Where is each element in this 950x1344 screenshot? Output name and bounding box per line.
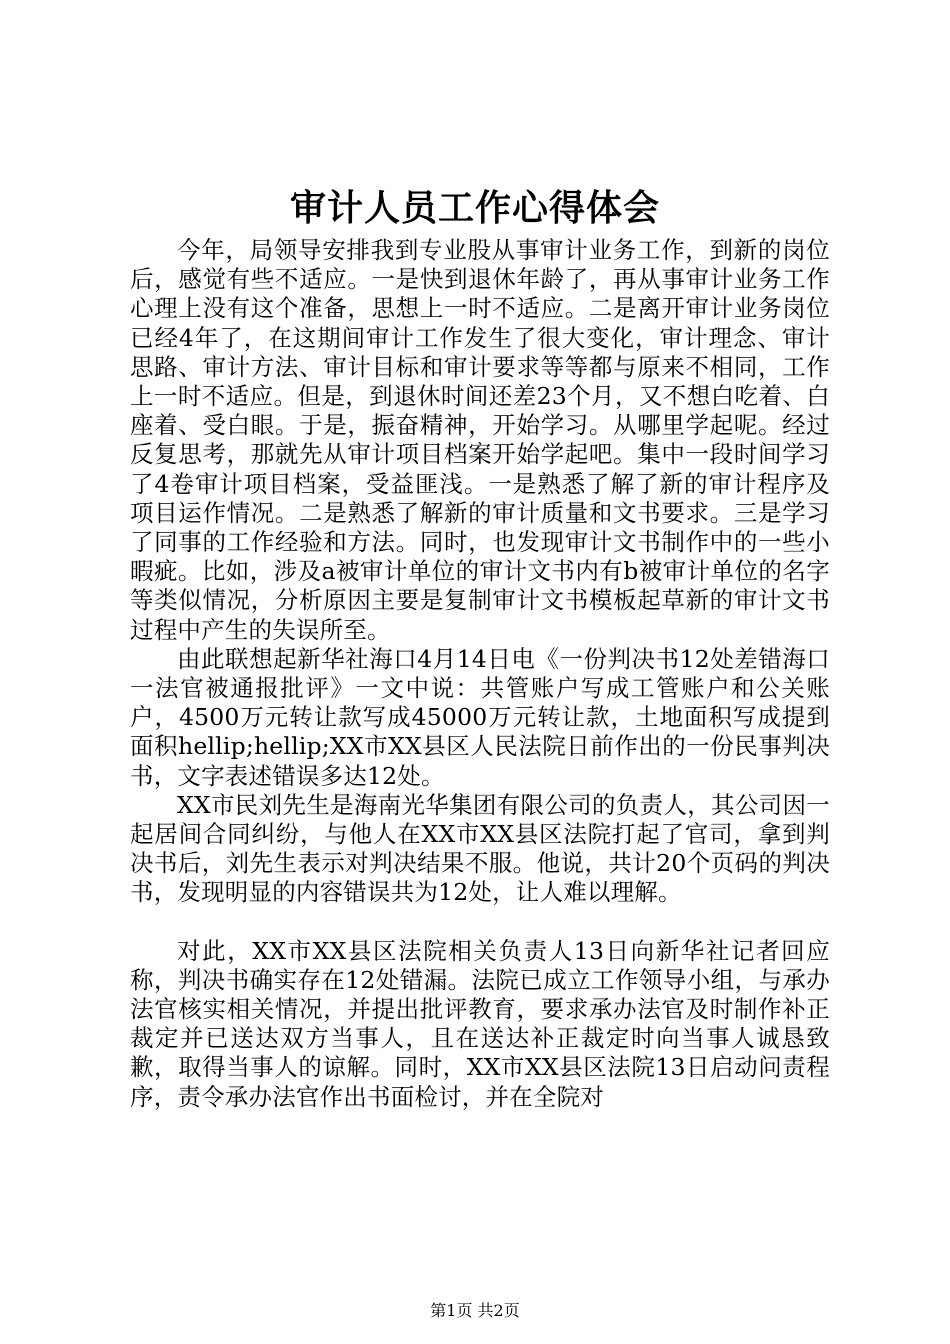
document-title: 审计人员工作心得体会 [289, 187, 660, 229]
page-number-footer: 第1页 共2页 [430, 1301, 520, 1320]
paragraph-1: 今年，局领导安排我到专业股从事审计业务工作，到新的岗位后，感觉有些不适应。一是快到退休年龄了，再从事审计业务工作心理上没有这个准备，思想上一时不适应。二是离开审计业务岗位已经4年了，在这期间审计工作发生了很大变化，审计理念、审计思路、审计方法、审计目标和审计要求等等都与原来不相同，工作上一时不适应。但是，到退休时间还差23个月，又不想白吃着、白座着、受白眼。于是，振奋精神，开始学习。从哪里学起呢。经过反复思考，那就先从审计项目档案开始学起吧。集中一段时间学习了4卷审计项目档案，受益匪浅。一是熟悉了解了新的审计程序及项目运作情况。二是熟悉了解新的审计质量和文书要求。三是学习了同事的工作经验和方法。同时，也发现审计文书制作中的一些小暇疵。比如，涉及a被审计单位的审计文书内有b被审计单位的名字等类似情况，分析原因主要是复制审计文书模板起草新的审计文书过程中产生的失误所至。 [130, 236, 830, 644]
paragraph-2: 由此联想起新华社海口4月14日电《一份判决书12处差错海口一法官被通报批评》一文中说：共管账户写成工管账户和公关账户，4500万元转让款写成45000万元转让款，土地面积写成提到面积hellip;hellip;XX市XX县区人民法院日前作出的一份民事判决书，文字表述错误多达12处。 [130, 644, 830, 790]
document-body [130, 236, 830, 1112]
paragraph-3: XX市民刘先生是海南光华集团有限公司的负责人，其公司因一起居间合同纠纷，与他人在XX市XX县区法院打起了官司，拿到判决书后，刘先生表示对判决结果不服。他说，共计20个页码的判决书，发现明显的内容错误共为12处，让人难以理解。 [130, 790, 830, 907]
paragraph-4: 对此，XX市XX县区法院相关负责人13日向新华社记者回应称，判决书确实存在12处错漏。法院已成立工作领导小组，与承办法官核实相关情况，并提出批评教育，要求承办法官及时制作补正裁定并已送达双方当事人，且在送达补正裁定时向当事人诚恳致歉，取得当事人的谅解。同时，XX市XX县区法院13日启动问责程序，责令承办法官作出书面检讨，并在全院对 [130, 936, 830, 1111]
